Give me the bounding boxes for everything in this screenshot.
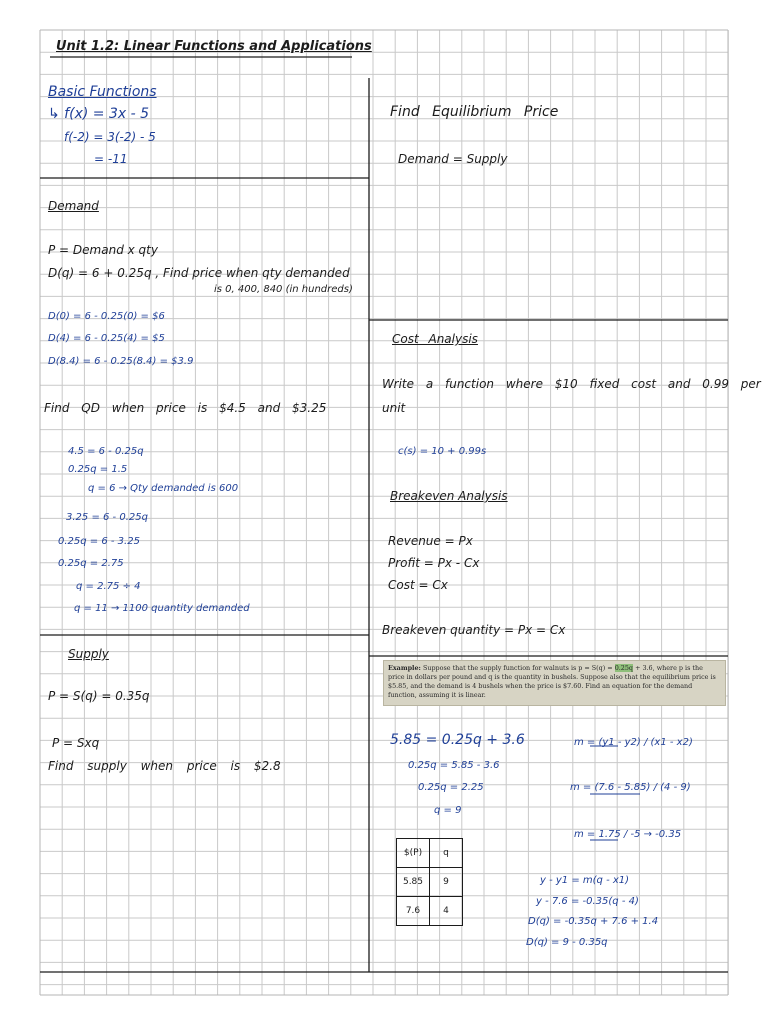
table-header-cell: q xyxy=(430,839,463,868)
slope-formula: m = (y1 - y2) / (x1 - x2) xyxy=(574,737,693,748)
example-label: Example: xyxy=(388,664,421,672)
demand-work-a: 4.5 = 6 - 0.25q xyxy=(68,446,144,457)
cost-heading: Cost Analysis xyxy=(392,332,478,346)
example-work-line: 0.25q = 5.85 - 3.6 xyxy=(408,760,500,771)
find-qd-prompt: Find QD when price is $4.5 and $3.25 xyxy=(44,401,327,415)
equilibrium-heading: Find Equilibrium Price xyxy=(390,104,559,120)
supply-equation: P = S(q) = 0.35q xyxy=(48,689,150,703)
basic-function-line: ↳ f(x) = 3x - 5 xyxy=(48,106,150,122)
demand-heading: Demand xyxy=(48,199,99,213)
cost-task: Write a function where $10 fixed cost and 0.99 per xyxy=(382,377,761,391)
breakeven-profit: Profit = Px - Cx xyxy=(388,556,480,570)
demand-eval: D(4) = 6 - 0.25(4) = $5 xyxy=(48,333,165,344)
table-cell: 5.85 xyxy=(397,868,430,897)
example-work-line: 0.25q = 2.25 xyxy=(418,782,484,793)
equilibrium-line: Demand = Supply xyxy=(398,152,508,166)
demand-work-b: q = 11 → 1100 quantity demanded xyxy=(74,603,250,614)
example-work-line: 5.85 = 0.25q + 3.6 xyxy=(390,732,525,748)
slope-substitution: m = (7.6 - 5.85) / (4 - 9) xyxy=(570,782,691,793)
demand-eval: D(0) = 6 - 0.25(0) = $6 xyxy=(48,311,165,322)
demand-work-b: 0.25q = 6 - 3.25 xyxy=(58,536,140,547)
example-text xyxy=(388,664,721,700)
page-title: Unit 1.2: Linear Functions and Applications xyxy=(56,39,372,54)
slope-result: m = 1.75 / -5 → -0.35 xyxy=(574,829,682,840)
example-text-after: + 3.6, where p is the price in dollars per pound and q is the quantity in bushels. Suppose also that the equilibrium price is $5.85, and the demand is 4 bushels when the price is $7.60. Find an equation for the demand function, assuming it is linear. xyxy=(388,664,716,699)
breakeven-heading: Breakeven Analysis xyxy=(390,489,508,503)
supply-heading: Supply xyxy=(68,647,109,661)
demand-work-b: 3.25 = 6 - 0.25q xyxy=(66,512,148,523)
supply-find: Find supply when price is $2.8 xyxy=(48,759,281,773)
demand-work-a: q = 6 → Qty demanded is 600 xyxy=(88,483,239,494)
price-quantity-table xyxy=(396,838,463,926)
example-box xyxy=(383,660,726,706)
demand-work-b: 0.25q = 2.75 xyxy=(58,558,124,569)
table-cell: 4 xyxy=(430,897,463,926)
cost-task-cont: unit xyxy=(382,401,406,415)
point-slope-line: D(q) = 9 - 0.35q xyxy=(526,937,608,948)
table-header-cell: $(P) xyxy=(397,839,430,868)
point-slope-line: D(q) = -0.35q + 7.6 + 1.4 xyxy=(528,916,659,927)
demand-equation: D(q) = 6 + 0.25q , Find price when qty demanded xyxy=(48,266,350,280)
table-cell: 9 xyxy=(430,868,463,897)
table-header-row xyxy=(397,839,463,868)
breakeven-quantity: Breakeven quantity = Px = Cx xyxy=(382,623,566,637)
basic-functions-heading: Basic Functions xyxy=(48,84,157,100)
table-row xyxy=(397,897,463,926)
basic-function-line: = -11 xyxy=(94,152,128,166)
example-work-line: q = 9 xyxy=(434,805,462,816)
example-text-before: Suppose that the supply function for walnuts is p = S(q) = xyxy=(422,664,613,672)
table-row xyxy=(397,868,463,897)
breakeven-revenue: Revenue = Px xyxy=(388,534,473,548)
table-cell: 7.6 xyxy=(397,897,430,926)
demand-work-a: 0.25q = 1.5 xyxy=(68,464,128,475)
breakeven-cost: Cost = Cx xyxy=(388,578,448,592)
cost-function: c(s) = 10 + 0.99s xyxy=(398,446,487,457)
demand-eval: D(8.4) = 6 - 0.25(8.4) = $3.9 xyxy=(48,356,194,367)
basic-function-line: f(-2) = 3(-2) - 5 xyxy=(64,130,156,144)
demand-p-line: P = Demand x qty xyxy=(48,243,158,257)
point-slope-line: y - y1 = m(q - x1) xyxy=(540,875,630,886)
demand-work-b: q = 2.75 ÷ 4 xyxy=(76,581,141,592)
point-slope-line: y - 7.6 = -0.35(q - 4) xyxy=(536,896,639,907)
supply-p-line: P = Sxq xyxy=(52,736,100,750)
example-highlight: 0.25q xyxy=(614,664,634,672)
demand-equation-cont: is 0, 400, 840 (in hundreds) xyxy=(214,284,353,295)
